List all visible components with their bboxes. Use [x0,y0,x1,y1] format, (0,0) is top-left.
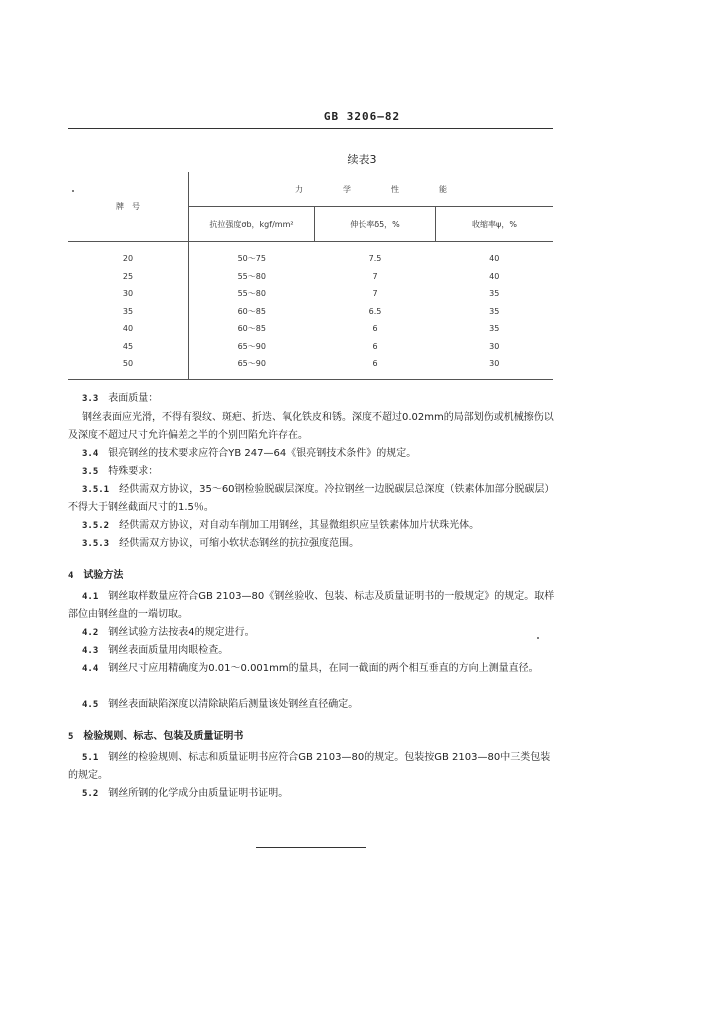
table-row [68,320,553,338]
grade-cell: 20 [68,242,189,268]
elongation-cell: 7 [372,289,378,299]
scan-speck [537,637,539,639]
reduction-cell: 40 [489,254,500,264]
clause-4-4 [68,660,555,678]
tensile-cell: 65～90 [189,355,315,379]
clause-3-5-3 [68,535,555,553]
tensile-cell: 60～85 [237,306,266,316]
clause-number: 4.4 [82,664,99,674]
clause-number: 3.3 [82,394,99,404]
elongation-cell: 7 [372,271,378,281]
clause-text: 钢丝尺寸应用精确度为0.01～0.001mm的量具，在同一截面的两个相互垂直的方向上测量直径。 [108,663,539,674]
clause-text: 钢丝取样数量应符合GB 2103—80《钢丝验收、包装、标志及质量证明书的一般规定》的规定。取样部位由钢丝盘的一端切取。 [68,591,555,620]
standard-code-header: GB 3206—82 [323,110,401,123]
elongation-cell: 6 [315,355,436,379]
clause-number: 4.2 [82,628,99,638]
reduction-cell: 35 [489,306,500,316]
reduction-cell: 40 [489,271,500,281]
section-title: 检验规则、标志、包装及质量证明书 [83,731,244,742]
reduction-cell: 35 [489,324,500,334]
elongation-cell: 6.5 [368,306,382,316]
clause-text: 钢丝表面质量用肉眼检查。 [108,645,229,656]
clause-text: 经供需双方协议，对自动车削加工用钢丝，其显微组织应呈铁素体加片状珠光体。 [119,520,480,531]
table-row [68,285,553,303]
clause-number: 3.5 [82,467,99,477]
table-row [68,303,553,321]
table-caption: 续表3 [347,153,377,166]
table-row [68,355,553,379]
clause-text: 特殊要求： [108,466,159,477]
clause-text: 表面质量： [108,393,159,404]
clause-number: 5.1 [82,753,99,763]
section-number: 4 [68,571,74,581]
grade-cell: 45 [68,338,189,356]
clause-number: 4.3 [82,646,99,656]
clause-4-3 [68,642,555,660]
tensile-cell: 50～75 [237,254,266,264]
reduction-cell: 30 [489,341,500,351]
clause-4-2 [68,624,555,642]
elongation-cell: 7.5 [368,254,382,264]
tensile-cell: 65～90 [237,341,266,351]
tensile-strength-header: 抗拉强度σb，kgf/mm² [189,207,315,242]
clause-4-1 [68,588,555,624]
clause-number: 4.5 [82,700,99,710]
grade-column-header: 牌 号 [68,172,189,242]
grade-cell: 30 [68,285,189,303]
clause-text: 银亮钢丝的技术要求应符合YB 247—64《银亮钢技术条件》的规定。 [108,448,417,459]
table-row [68,338,553,356]
section-title: 试验方法 [83,570,124,581]
clause-number: 3.5.2 [82,521,110,531]
clause-number: 4.1 [82,592,99,602]
clause-3-5-2 [68,517,555,535]
scan-speck [72,190,74,192]
grade-cell: 25 [68,268,189,286]
clause-5-1 [68,749,555,785]
clause-number: 3.4 [82,449,99,459]
clause-3-3-body: 钢丝表面应光滑，不得有裂纹、斑疤、折迭、氧化铁皮和锈。深度不超过0.02mm的局部划伤或机械擦伤以及深度不超过尺寸允许偏差之半的个别凹陷允许存在。 [68,412,554,441]
section-5-heading [68,727,243,742]
clause-4-5 [68,696,555,714]
clause-3-3 [68,390,555,408]
clause-text: 钢丝表面缺陷深度以清除缺陷后测量该处钢丝直径确定。 [108,699,359,710]
reduction-cell: 35 [489,289,500,299]
clause-text: 经供需双方协议，35～60钢检验脱碳层深度。冷拉钢丝一边脱碳层总深度（铁素体加部分脱碳层）不得大于钢丝截面尺寸的1.5％。 [68,484,555,513]
table-row [68,242,553,268]
clause-text: 钢丝所钢的化学成分由质量证明书证明。 [108,788,289,799]
clause-text: 经供需双方协议，可缩小软状态钢丝的抗拉强度范围。 [119,538,360,549]
reduction-of-area-header: 收缩率ψ，% [436,207,554,242]
clause-3-4 [68,445,555,463]
section-number: 5 [68,732,74,742]
section-4-heading [68,566,123,581]
elongation-header: 伸长率δ5，% [315,207,436,242]
end-rule [256,847,366,848]
grade-cell: 40 [68,320,189,338]
reduction-cell: 30 [436,355,554,379]
header-divider [68,128,553,129]
clause-number: 3.5.3 [82,539,110,549]
grade-cell: 50 [68,355,189,379]
clause-text: 钢丝试验方法按表4的规定进行。 [108,627,255,638]
tensile-cell: 60～85 [237,324,266,334]
clause-3-5 [68,463,555,481]
mechanical-properties-table [68,172,553,380]
clause-5-2 [68,785,555,803]
grade-cell: 35 [68,303,189,321]
tensile-cell: 55～80 [237,271,266,281]
tensile-cell: 55～80 [237,289,266,299]
elongation-cell: 6 [372,341,378,351]
table-row [68,268,553,286]
clause-number: 5.2 [82,789,99,799]
elongation-cell: 6 [372,324,378,334]
mechanical-properties-group-header: 力学性能 [189,172,554,207]
clause-number: 3.5.1 [82,485,110,495]
clause-text: 钢丝的检验规则、标志和质量证明书应符合GB 2103—80的规定。包装按GB 2103—80中三类包装的规定。 [68,752,551,781]
clause-3-5-1 [68,481,555,517]
